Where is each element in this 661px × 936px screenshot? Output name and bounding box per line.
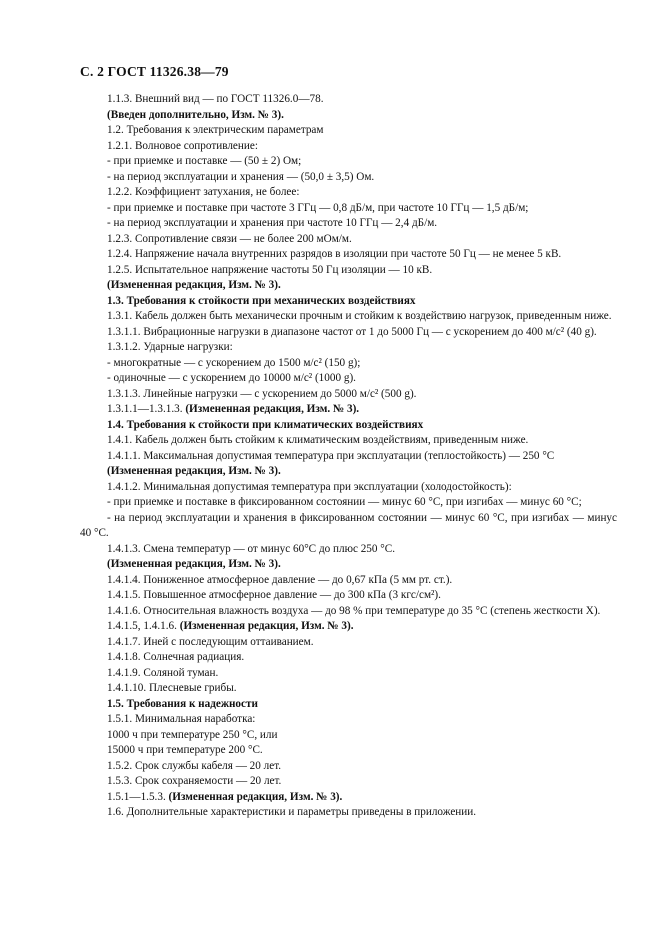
document-paragraph: [80, 712, 617, 728]
document-paragraph: [80, 170, 617, 186]
document-paragraph: [80, 309, 617, 325]
document-paragraph: [80, 666, 617, 682]
paragraph-text: - при приемке и поставке при частоте 3 ГГц — 0,8 дБ/м, при частоте 10 ГГц — 1,5 дБ/м;: [107, 201, 529, 214]
document-paragraph: [80, 697, 617, 713]
paragraph-text: 1.5.3. Срок сохраняемости — 20 лет.: [107, 775, 282, 787]
document-paragraph: [80, 480, 617, 496]
paragraph-text: 1.4.1.7. Иней с последующим оттаиванием.: [107, 635, 314, 648]
paragraph-text: - на период эксплуатации и хранения — (50,0 ± 3,5) Ом.: [107, 170, 375, 183]
document-paragraph: [80, 340, 617, 356]
document-paragraph: [80, 356, 617, 372]
document-paragraph: [80, 294, 617, 310]
document-paragraph: [80, 92, 617, 108]
document-paragraph: [80, 449, 617, 465]
paragraph-text: 1.5. Требования к надежности: [107, 697, 258, 710]
paragraph-text: 1.4.1.5, 1.4.1.6.: [107, 620, 180, 632]
paragraph-text: (Измененная редакция, Изм. № 3).: [107, 558, 281, 570]
document-paragraph: [80, 511, 617, 542]
document-paragraph: [80, 790, 617, 806]
document-paragraph: [80, 495, 617, 511]
amendment-note: (Измененная редакция, Изм. № 3).: [168, 790, 343, 803]
document-paragraph: [80, 154, 617, 170]
document-paragraph: [80, 774, 617, 790]
paragraph-text: 1000 ч при температуре 250 °С, или: [107, 728, 278, 741]
amendment-note: (Измененная редакция, Изм. № 3).: [185, 403, 360, 415]
document-paragraph: [80, 387, 617, 403]
paragraph-text: - при приемке и поставке — (50 ± 2) Ом;: [107, 155, 302, 167]
paragraph-text: 1.4.1.8. Солнечная радиация.: [107, 651, 245, 663]
document-paragraph: [80, 216, 617, 232]
paragraph-text: 1.2.4. Напряжение начала внутренних разрядов в изоляции при частоте 50 Гц — не менее 5 кВ.: [107, 248, 562, 260]
document-paragraph: [80, 201, 617, 217]
paragraph-text: (Введен дополнительно, Изм. № 3).: [107, 108, 284, 121]
document-paragraph: [80, 139, 617, 155]
paragraph-text: 1.5.1. Минимальная наработка:: [107, 713, 256, 725]
document-paragraph: [80, 402, 617, 418]
document-paragraph: [80, 464, 617, 480]
page-header: С. 2 ГОСТ 11326.38—79: [80, 64, 229, 79]
document-paragraph: [80, 108, 617, 124]
paragraph-text: 1.4. Требования к стойкости при климатических воздействиях: [107, 418, 424, 431]
document-paragraph: [80, 542, 617, 558]
paragraph-text: 1.2.2. Коэффициент затухания, не более:: [107, 186, 300, 198]
paragraph-text: 1.4.1.10. Плесневые грибы.: [107, 682, 237, 694]
document-paragraph: [80, 805, 617, 821]
paragraph-text: - на период эксплуатации и хранения в фиксированном состоянии — минус 60 °С, при изгибах — минус 40 °С.: [80, 511, 617, 539]
paragraph-text: 1.2. Требования к электрическим параметрам: [107, 124, 324, 136]
document-paragraph: [80, 263, 617, 279]
paragraph-text: 1.4.1.4. Пониженное атмосферное давление — до 0,67 кПа (5 мм рт. ст.).: [107, 573, 453, 586]
paragraph-text: 1.2.1. Волновое сопротивление:: [107, 139, 258, 152]
paragraph-text: 1.3.1.3. Линейные нагрузки — с ускорением до 5000 м/с² (500 g).: [107, 387, 417, 400]
paragraph-text: 15000 ч при температуре 200 °С.: [107, 744, 263, 756]
paragraph-text: 1.4.1.1. Максимальная допустимая температура при эксплуатации (теплостойкость) — 250 °С: [107, 449, 555, 462]
document-paragraph: [80, 278, 617, 294]
document-paragraph: [80, 185, 617, 201]
paragraph-text: 1.3.1.1. Вибрационные нагрузки в диапазоне частот от 1 до 5000 Гц — с ускорением до 400 м/с² (40 g).: [107, 325, 597, 338]
paragraph-text: - на период эксплуатации и хранения при частоте 10 ГГц — 2,4 дБ/м.: [107, 217, 438, 229]
paragraph-text: 1.5.1—1.5.3.: [107, 790, 169, 803]
paragraph-text: 1.4.1.5. Повышенное атмосферное давление — до 300 кПа (3 кгс/см²).: [107, 589, 441, 601]
document-paragraph: [80, 123, 617, 139]
document-paragraph: [80, 588, 617, 604]
document-paragraph: [80, 619, 617, 635]
paragraph-text: 1.4.1.3. Смена температур — от минус 60°С до плюс 250 °С.: [107, 542, 396, 555]
document-paragraph: [80, 573, 617, 589]
document-paragraph: [80, 728, 617, 744]
paragraph-text: - одиночные — с ускорением до 10000 м/с² (1000 g).: [107, 372, 356, 384]
document-body: [80, 92, 617, 821]
paragraph-text: (Измененная редакция, Изм. № 3).: [107, 279, 281, 291]
paragraph-text: 1.3.1. Кабель должен быть механически прочным и стойким к воздействию нагрузок, приведенным ниже.: [107, 310, 612, 322]
document-paragraph: [80, 635, 617, 651]
document-paragraph: [80, 557, 617, 573]
document-paragraph: [80, 681, 617, 697]
paragraph-text: 1.5.2. Срок службы кабеля — 20 лет.: [107, 759, 282, 772]
paragraph-text: - при приемке и поставке в фиксированном состоянии — минус 60 °С, при изгибах — минус 60 °С;: [107, 496, 582, 508]
paragraph-text: 1.2.3. Сопротивление связи — не более 200 мОм/м.: [107, 232, 352, 245]
paragraph-text: 1.4.1. Кабель должен быть стойким к климатическим воздействиям, приведенным ниже.: [107, 434, 529, 446]
document-paragraph: [80, 650, 617, 666]
paragraph-text: 1.3.1.2. Ударные нагрузки:: [107, 341, 233, 353]
document-paragraph: [80, 247, 617, 263]
document-paragraph: [80, 418, 617, 434]
paragraph-text: - многократные — с ускорением до 1500 м/с² (150 g);: [107, 356, 361, 369]
paragraph-text: 1.3.1.1—1.3.1.3.: [107, 403, 186, 415]
document-paragraph: [80, 604, 617, 620]
paragraph-text: 1.2.5. Испытательное напряжение частоты 50 Гц изоляции — 10 кВ.: [107, 263, 433, 276]
document-paragraph: [80, 371, 617, 387]
document-paragraph: [80, 232, 617, 248]
document-paragraph: [80, 433, 617, 449]
paragraph-text: 1.4.1.2. Минимальная допустимая температура при эксплуатации (холодостойкость):: [107, 480, 512, 493]
paragraph-text: (Измененная редакция, Изм. № 3).: [107, 465, 281, 477]
paragraph-text: 1.6. Дополнительные характеристики и параметры приведены в приложении.: [107, 806, 477, 818]
paragraph-text: 1.3. Требования к стойкости при механических воздействиях: [107, 294, 416, 307]
paragraph-text: 1.1.3. Внешний вид — по ГОСТ 11326.0—78.: [107, 93, 324, 105]
document-paragraph: [80, 743, 617, 759]
paragraph-text: 1.4.1.9. Соляной туман.: [107, 666, 219, 679]
amendment-note: (Измененная редакция, Изм. № 3).: [179, 620, 354, 632]
document-paragraph: [80, 325, 617, 341]
paragraph-text: 1.4.1.6. Относительная влажность воздуха — до 98 % при температуре до 35 °С (степень жесткости X).: [107, 604, 601, 617]
document-paragraph: [80, 759, 617, 775]
